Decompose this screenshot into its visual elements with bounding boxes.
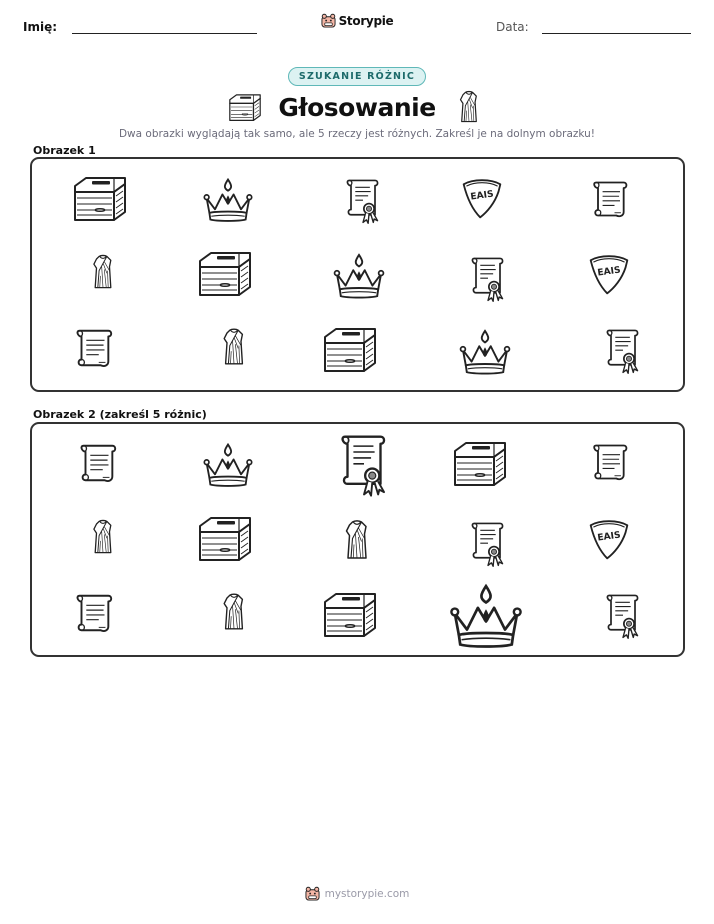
picture-2-panel[interactable] <box>30 422 685 657</box>
ballot-box-icon <box>197 249 253 297</box>
picture-1-label: Obrazek 1 <box>33 144 96 157</box>
storypie-mascot-icon <box>305 886 320 901</box>
footer-url: mystorypie.com <box>324 887 410 900</box>
toga-icon[interactable] <box>220 588 248 636</box>
ballot-paper-text: EAIS <box>469 188 495 203</box>
diploma-icon[interactable] <box>467 520 509 568</box>
toga-icon[interactable] <box>342 516 372 564</box>
scroll-icon[interactable] <box>74 440 120 486</box>
diploma-icon <box>467 255 509 303</box>
storypie-mascot-icon <box>321 13 336 28</box>
name-line[interactable] <box>72 33 257 34</box>
brand-logo <box>0 13 714 28</box>
scroll-icon[interactable] <box>587 440 631 484</box>
ballot-box-icon <box>322 325 378 373</box>
ballot-box-icon[interactable] <box>197 514 253 562</box>
toga-icon[interactable] <box>90 514 116 560</box>
footer <box>0 886 714 901</box>
scroll-icon <box>70 325 116 371</box>
crown-icon <box>202 177 254 223</box>
scroll-icon <box>587 177 631 221</box>
diploma-icon <box>342 177 384 225</box>
diploma-icon <box>602 327 644 375</box>
page-title: Głosowanie <box>278 92 436 122</box>
crown-icon[interactable] <box>202 442 254 488</box>
ballot-paper-icon <box>584 253 634 297</box>
ballot-paper-text: EAIS <box>596 529 622 544</box>
ballot-paper-text: EAIS <box>596 264 622 279</box>
crown-icon[interactable] <box>448 582 524 650</box>
toga-icon <box>452 90 486 124</box>
category-badge: SZUKANIE RÓŻNIC <box>288 67 426 86</box>
date-line[interactable] <box>542 33 691 34</box>
instructions: Dwa obrazki wyglądają tak samo, ale 5 rzeczy jest różnych. Zakreśl je na dolnym obrazku! <box>118 128 596 140</box>
brand-name: Storypie <box>338 13 394 28</box>
picture-2-label: Obrazek 2 (zakreśl 5 różnic) <box>33 408 207 421</box>
diploma-icon[interactable] <box>602 592 644 640</box>
ballot-paper-icon <box>457 177 507 221</box>
toga-icon <box>220 323 248 371</box>
ballot-box-icon[interactable] <box>452 438 508 488</box>
ballot-box-icon <box>228 90 262 124</box>
title-row <box>0 90 714 124</box>
diploma-icon[interactable] <box>332 432 396 498</box>
crown-icon <box>458 329 512 375</box>
crown-icon <box>332 253 386 299</box>
ballot-box-icon <box>72 173 128 223</box>
ballot-paper-icon[interactable] <box>584 518 634 562</box>
picture-1-panel <box>30 157 685 392</box>
toga-icon <box>90 249 116 295</box>
date-label: Data: <box>496 20 529 34</box>
scroll-icon[interactable] <box>70 590 116 636</box>
name-label: Imię: <box>23 20 58 34</box>
ballot-box-icon[interactable] <box>322 590 378 638</box>
